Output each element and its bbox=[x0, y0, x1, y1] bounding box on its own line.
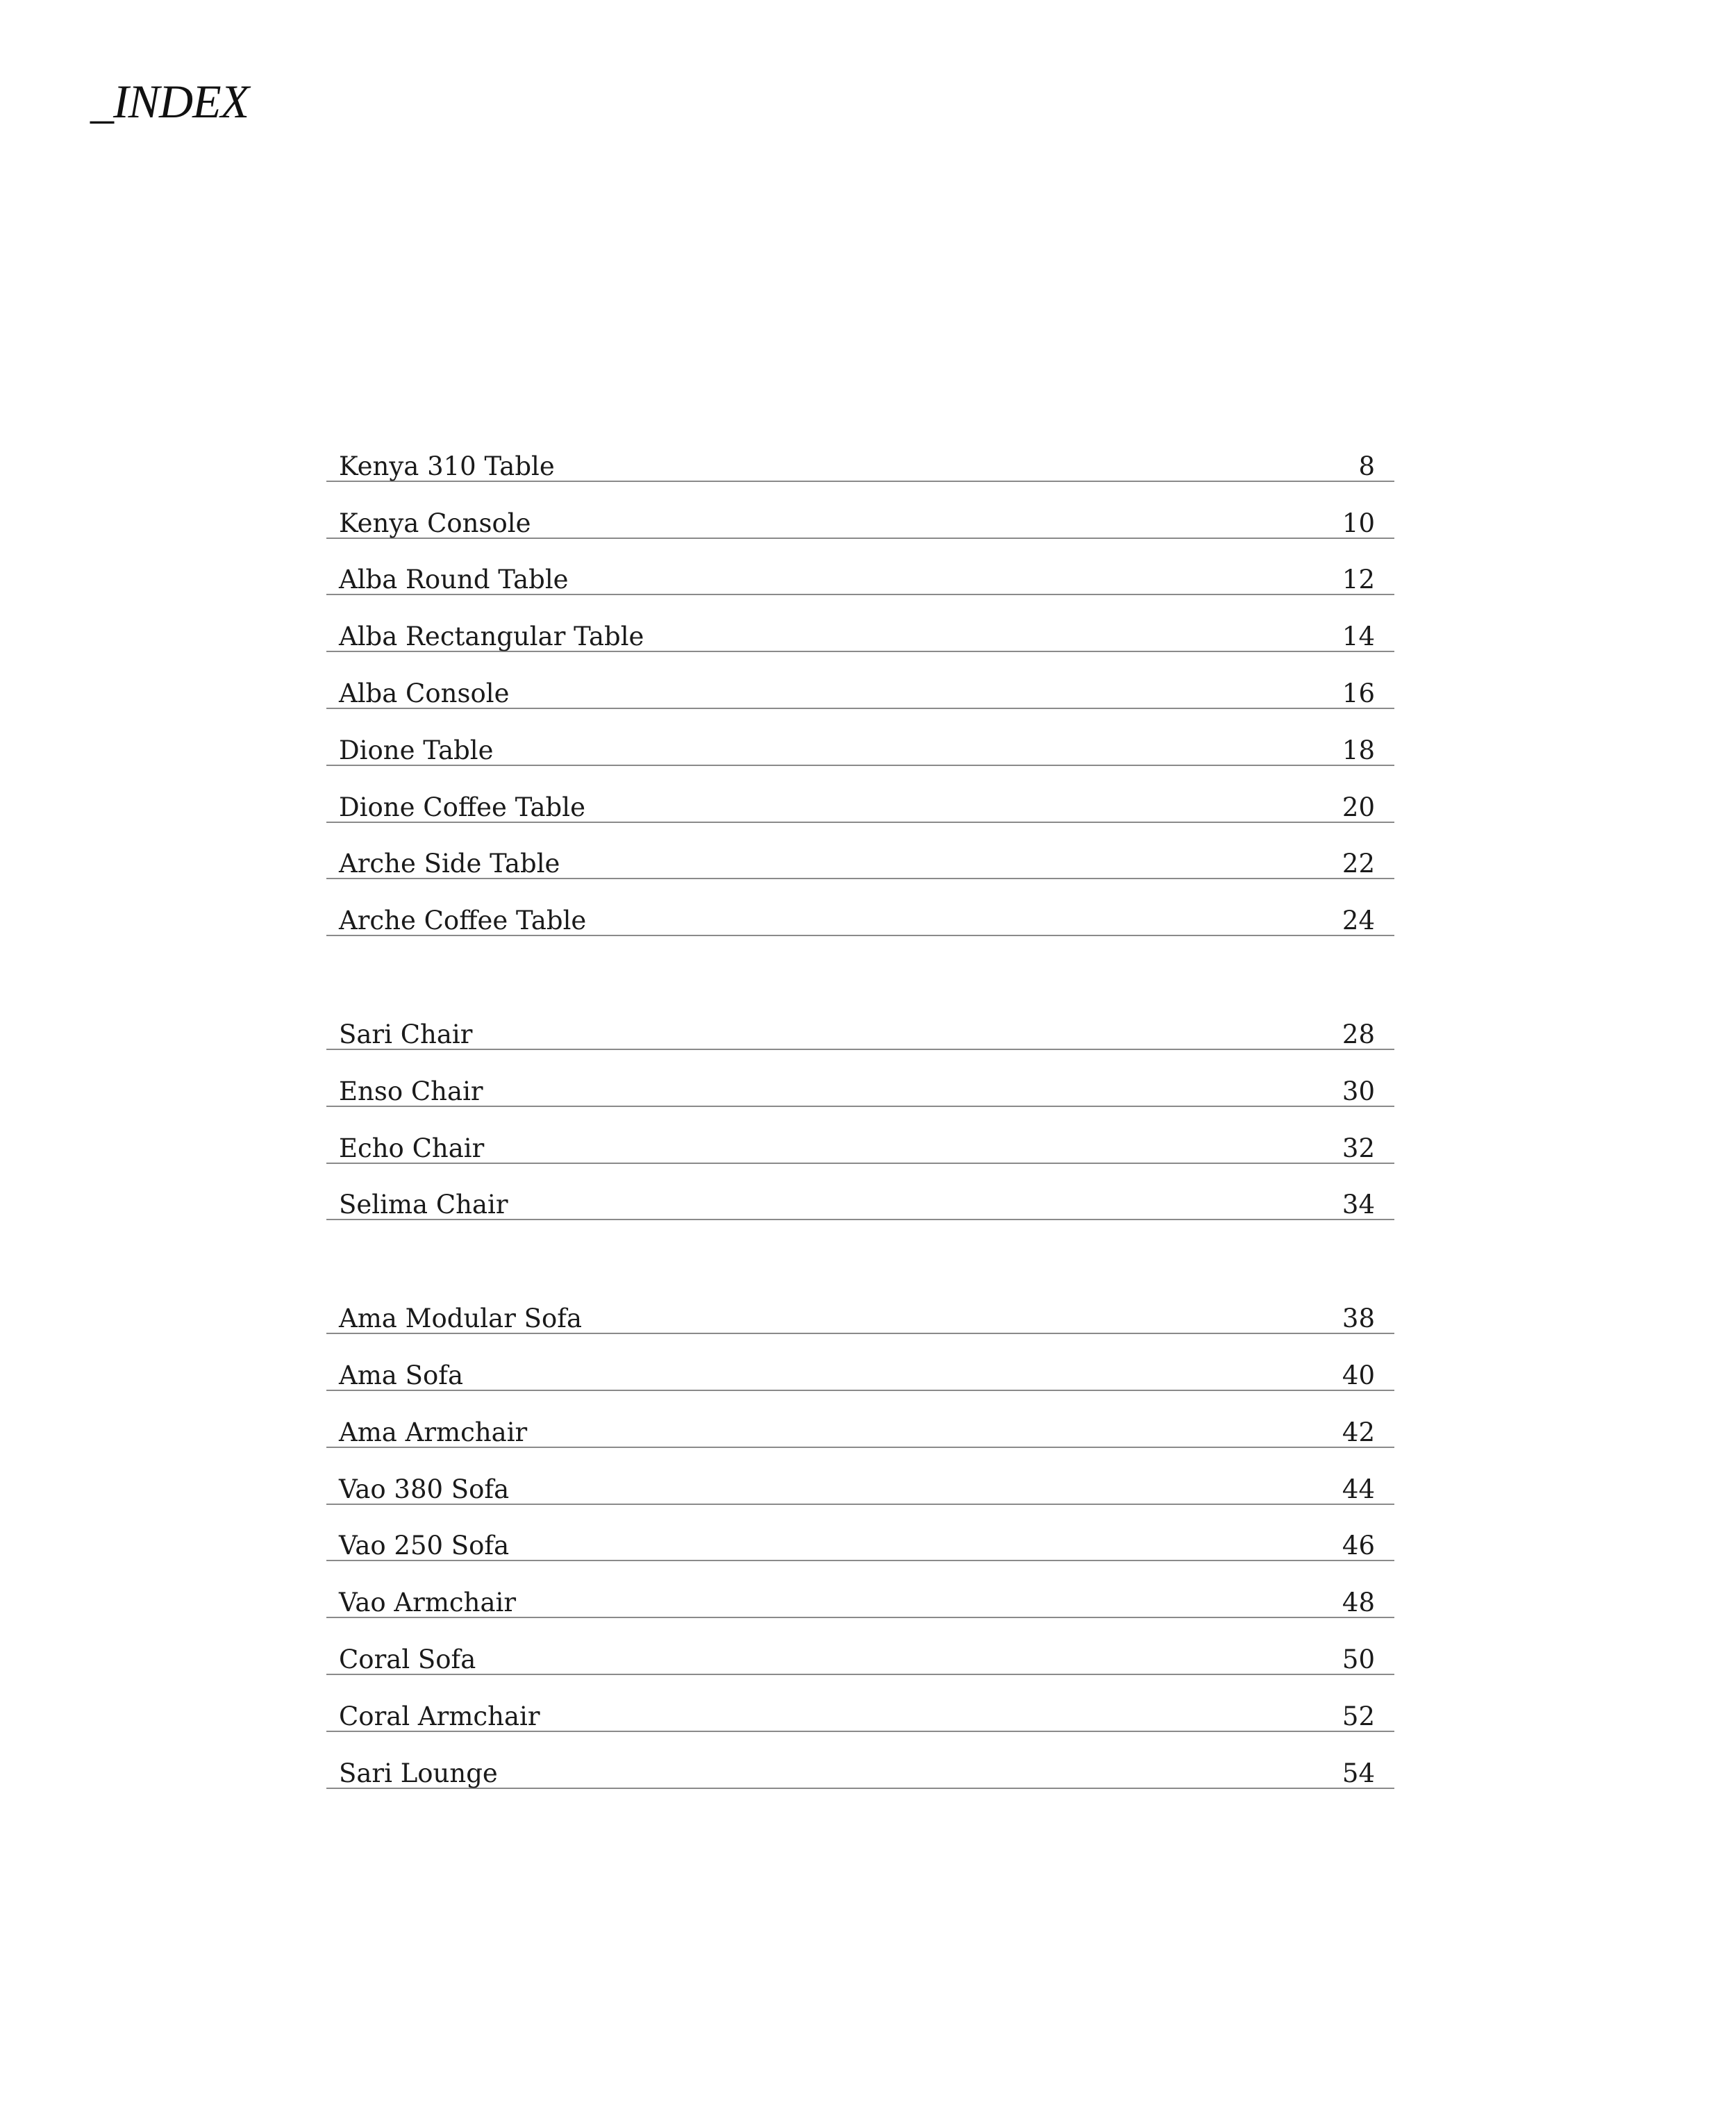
entry-name: Sari Chair bbox=[339, 1019, 473, 1049]
entry-name: Vao Armchair bbox=[339, 1588, 517, 1618]
index-entry[interactable] bbox=[326, 1334, 1394, 1391]
entry-name: Dione Table bbox=[339, 735, 494, 765]
index-entry[interactable] bbox=[326, 1732, 1394, 1789]
entry-name: Ama Modular Sofa bbox=[339, 1304, 583, 1334]
index-entry[interactable] bbox=[326, 1448, 1394, 1505]
index-entry[interactable] bbox=[326, 482, 1394, 539]
entry-page-number: 30 bbox=[1342, 1076, 1375, 1106]
entry-name: Kenya Console bbox=[339, 508, 531, 538]
entry-name: Alba Round Table bbox=[339, 565, 569, 595]
entry-name: Kenya 310 Table bbox=[339, 451, 555, 481]
index-group-sofas bbox=[326, 1277, 1394, 1788]
entry-page-number: 18 bbox=[1342, 735, 1375, 765]
entry-name: Sari Lounge bbox=[339, 1758, 498, 1788]
entry-name: Selima Chair bbox=[339, 1190, 508, 1220]
entry-page-number: 46 bbox=[1342, 1531, 1375, 1561]
entry-name: Alba Console bbox=[339, 678, 510, 708]
entry-page-number: 22 bbox=[1342, 849, 1375, 879]
entry-page-number: 24 bbox=[1342, 906, 1375, 936]
entry-page-number: 8 bbox=[1358, 451, 1375, 481]
entry-name: Ama Sofa bbox=[339, 1360, 464, 1390]
index-entry[interactable] bbox=[326, 1561, 1394, 1618]
index-entry[interactable] bbox=[326, 1675, 1394, 1732]
index-entry[interactable] bbox=[326, 1050, 1394, 1107]
index-entry[interactable] bbox=[326, 766, 1394, 823]
index-entry[interactable] bbox=[326, 1277, 1394, 1334]
index-entry[interactable] bbox=[326, 993, 1394, 1050]
entry-page-number: 38 bbox=[1342, 1304, 1375, 1334]
index-entry[interactable] bbox=[326, 709, 1394, 766]
index-entry[interactable] bbox=[326, 823, 1394, 880]
index-entry[interactable] bbox=[326, 1505, 1394, 1562]
entry-name: Vao 380 Sofa bbox=[339, 1474, 510, 1504]
entry-page-number: 50 bbox=[1342, 1644, 1375, 1674]
entry-page-number: 10 bbox=[1342, 508, 1375, 538]
entry-page-number: 14 bbox=[1342, 622, 1375, 652]
entry-page-number: 52 bbox=[1342, 1701, 1375, 1731]
index-entry[interactable] bbox=[326, 1618, 1394, 1675]
entry-page-number: 28 bbox=[1342, 1019, 1375, 1049]
index-entry[interactable] bbox=[326, 425, 1394, 482]
entry-page-number: 20 bbox=[1342, 792, 1375, 822]
entry-page-number: 42 bbox=[1342, 1417, 1375, 1447]
index-entry[interactable] bbox=[326, 539, 1394, 596]
index-entry[interactable] bbox=[326, 1391, 1394, 1448]
index-entry[interactable] bbox=[326, 879, 1394, 936]
entry-name: Ama Armchair bbox=[339, 1417, 528, 1447]
index-entry[interactable] bbox=[326, 1164, 1394, 1221]
entry-name: Arche Coffee Table bbox=[339, 906, 587, 936]
entry-page-number: 16 bbox=[1342, 678, 1375, 708]
entry-name: Arche Side Table bbox=[339, 849, 560, 879]
entry-page-number: 34 bbox=[1342, 1190, 1375, 1220]
index-group-chairs bbox=[326, 993, 1394, 1220]
entry-name: Alba Rectangular Table bbox=[339, 622, 644, 652]
entry-page-number: 48 bbox=[1342, 1588, 1375, 1618]
entry-name: Coral Sofa bbox=[339, 1644, 476, 1674]
entry-page-number: 40 bbox=[1342, 1360, 1375, 1390]
entry-name: Enso Chair bbox=[339, 1076, 483, 1106]
entry-name: Vao 250 Sofa bbox=[339, 1531, 510, 1561]
entry-name: Echo Chair bbox=[339, 1133, 485, 1163]
entry-page-number: 32 bbox=[1342, 1133, 1375, 1163]
index-entry[interactable] bbox=[326, 595, 1394, 652]
index-entry[interactable] bbox=[326, 1107, 1394, 1164]
entry-page-number: 12 bbox=[1342, 565, 1375, 595]
entry-page-number: 54 bbox=[1342, 1758, 1375, 1788]
index-group-tables bbox=[326, 425, 1394, 936]
page-title: _INDEX bbox=[90, 75, 249, 128]
entry-page-number: 44 bbox=[1342, 1474, 1375, 1504]
index-entry[interactable] bbox=[326, 652, 1394, 709]
index-list bbox=[326, 425, 1394, 1789]
entry-name: Coral Armchair bbox=[339, 1701, 540, 1731]
entry-name: Dione Coffee Table bbox=[339, 792, 585, 822]
